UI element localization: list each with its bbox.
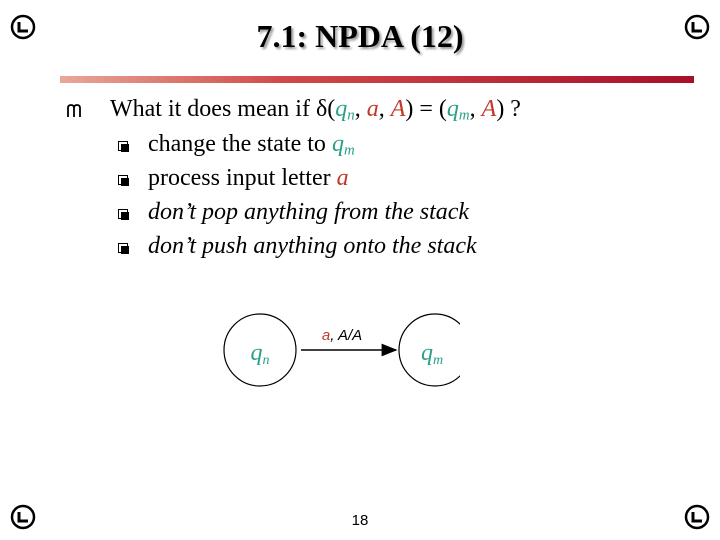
q-from: $q_n$ (335, 96, 355, 124)
question-end: ) ? (496, 96, 521, 122)
square-bullet-icon (118, 141, 128, 151)
bottom-left-corner-icon (10, 504, 36, 530)
square-bullet-icon (118, 209, 128, 219)
title-underline (60, 76, 694, 83)
equals: ) = ( (405, 96, 447, 122)
comma: , (378, 96, 391, 122)
bullet-no-push: don’t push anything onto the stack (148, 233, 477, 259)
stack-top-symbol: A (390, 96, 406, 122)
push-symbol: A (481, 96, 497, 122)
bullet-no-pop: don’t pop anything from the stack (148, 199, 470, 225)
paren-open: ( (327, 96, 336, 122)
transition-diagram (220, 300, 460, 460)
q-to: $q_m$ (446, 96, 470, 124)
bottom-right-corner-icon (684, 504, 710, 530)
page-number: 18 (351, 512, 369, 529)
square-bullet-icon (118, 243, 128, 253)
m-bullet-icon (66, 101, 84, 119)
square-bullet-icon (118, 175, 128, 185)
bullet-change-state: change the state to $q_m$ (148, 131, 355, 159)
comma: , (354, 96, 367, 122)
comma: , (469, 96, 482, 122)
question-prefix: What it does mean if (110, 96, 316, 122)
slide-title: 7.1: NPDA (12) (256, 18, 464, 54)
state-label-to: qm (420, 340, 444, 368)
input-symbol: a (366, 96, 379, 122)
bullet-process-input: process input letter a (148, 165, 349, 191)
state-label-from: qn (250, 340, 270, 368)
question-line (110, 94, 521, 131)
transition-label: a, A/A (321, 327, 363, 344)
delta-symbol: δ (315, 96, 328, 122)
